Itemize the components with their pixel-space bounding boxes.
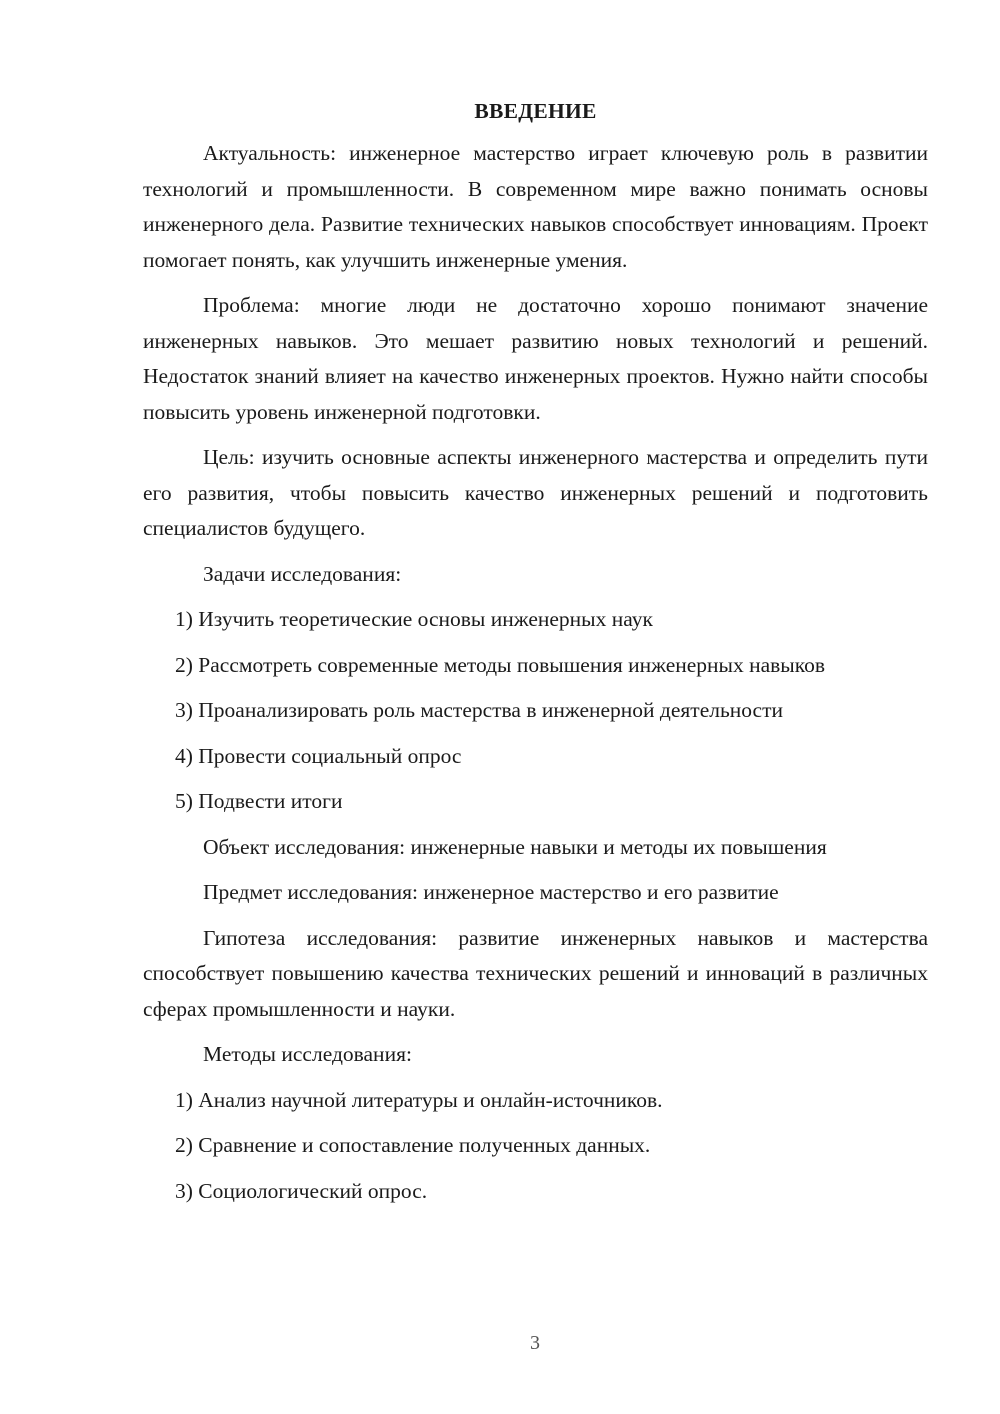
research-object: Объект исследования: инженерные навыки и методы их повышения <box>203 834 827 859</box>
research-subject: Предмет исследования: инженерное мастерство и его развитие <box>203 880 779 904</box>
task-item: 5) Подвести итоги <box>175 789 343 813</box>
relevance-paragraph: Актуальность: инженерное мастерство играет ключевую роль в развитии технологий и промышленности. В современном мире важно понимать основы инженерного дела. Развитие технических навыков способствует инновациям. Проект помогает понять, как улучшить инженерные умения. <box>143 141 928 272</box>
page-content <box>143 96 928 1219</box>
method-item: 3) Социологический опрос. <box>175 1178 428 1203</box>
method-item: 1) Анализ научной литературы и онлайн-источников. <box>175 1087 663 1112</box>
task-item: 4) Провести социальный опрос <box>175 743 462 768</box>
problem-paragraph: Проблема: многие люди не достаточно хорошо понимают значение инженерных навыков. Это мешает развитию новых технологий и решений. Недостаток знаний влияет на качество инженерных проектов. Нужно найти способы повысить уровень инженерной подготовки. <box>143 293 928 424</box>
methods-list <box>143 1083 928 1210</box>
section-title: ВВЕДЕНИЕ <box>474 99 597 123</box>
page-number: 3 <box>530 1332 540 1354</box>
task-item: 3) Проанализировать роль мастерства в инженерной деятельности <box>175 698 784 722</box>
goal-paragraph: Цель: изучить основные аспекты инженерного мастерства и определить пути его развития, чтобы повысить качество инженерных решений и подготовить специалистов будущего. <box>143 445 928 540</box>
method-item: 2) Сравнение и сопоставление полученных данных. <box>175 1133 651 1157</box>
tasks-list <box>143 602 928 820</box>
tasks-heading: Задачи исследования: <box>203 561 402 586</box>
task-item: 1) Изучить теоретические основы инженерных наук <box>175 607 653 631</box>
task-item: 2) Рассмотреть современные методы повышения инженерных навыков <box>175 652 826 677</box>
hypothesis-paragraph: Гипотеза исследования: развитие инженерных навыков и мастерства способствует повышению качества технических решений и инноваций в различных сферах промышленности и науки. <box>143 925 928 1021</box>
methods-heading: Методы исследования: <box>203 1042 412 1066</box>
